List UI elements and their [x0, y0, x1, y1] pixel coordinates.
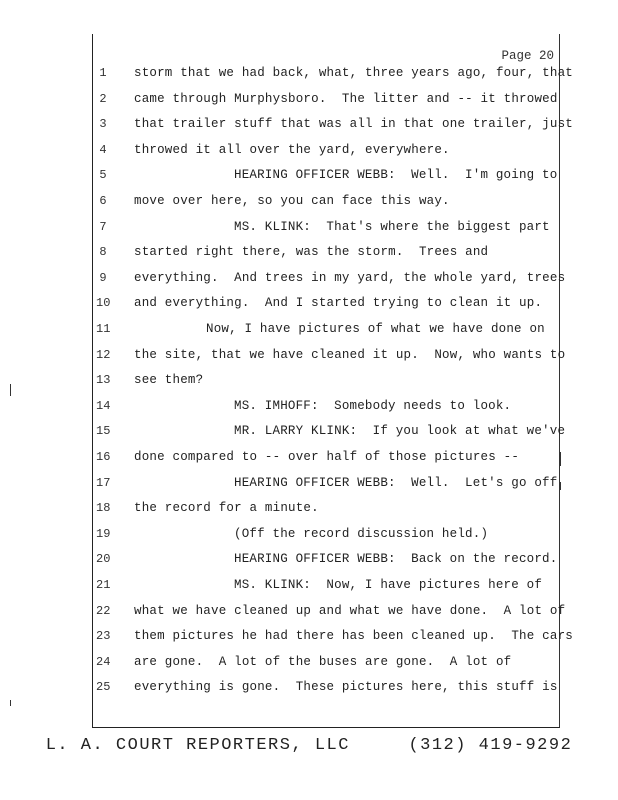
transcript-line	[0, 604, 618, 629]
transcript-line	[0, 348, 618, 373]
line-text: MS. KLINK: That's where the biggest part	[234, 219, 550, 234]
line-number: 8	[99, 245, 107, 260]
line-text: that trailer stuff that was all in that one trailer, just	[134, 117, 573, 132]
line-text: see them?	[134, 373, 204, 388]
line-number: 12	[96, 347, 111, 362]
line-text: and everything. And I started trying to clean it up.	[134, 296, 543, 311]
line-number: 17	[96, 475, 111, 490]
line-text: everything. And trees in my yard, the whole yard, trees	[134, 270, 566, 285]
line-number: 25	[96, 680, 111, 695]
line-text: came through Murphysboro. The litter and -- it throwed	[134, 91, 558, 106]
line-number: 2	[99, 91, 107, 106]
transcript-line	[0, 271, 618, 296]
page-number-label: Page 20	[501, 49, 554, 63]
line-text: storm that we had back, what, three years ago, four, that	[134, 66, 573, 80]
line-number: 15	[96, 424, 111, 439]
line-number: 19	[96, 526, 111, 541]
transcript-line	[0, 194, 618, 219]
line-text: MS. KLINK: Now, I have pictures here of	[234, 578, 543, 592]
transcript-line	[0, 296, 618, 321]
line-text: done compared to -- over half of those pictures --	[134, 450, 520, 464]
line-text: move over here, so you can face this way.	[134, 194, 450, 208]
line-number: 1	[99, 66, 107, 80]
line-number: 23	[96, 629, 111, 644]
line-number: 20	[96, 552, 111, 567]
transcript-line	[0, 322, 618, 347]
line-number: 3	[99, 117, 107, 132]
line-number: 14	[96, 398, 111, 413]
line-text: MS. IMHOFF: Somebody needs to look.	[234, 398, 512, 413]
transcript-line	[0, 501, 618, 526]
transcript-line	[0, 245, 618, 270]
line-text: Now, I have pictures of what we have done on	[206, 322, 545, 336]
line-number: 7	[99, 219, 107, 234]
line-number: 22	[96, 603, 111, 618]
transcript-line	[0, 680, 618, 705]
line-number: 13	[96, 373, 111, 388]
transcript-line	[0, 629, 618, 654]
line-text: what we have cleaned up and what we have done. A lot of	[134, 603, 566, 618]
transcript-line	[0, 578, 618, 603]
transcript-line	[0, 143, 618, 168]
line-number: 16	[96, 450, 111, 464]
transcript-line	[0, 450, 618, 475]
line-text: HEARING OFFICER WEBB: Back on the record.	[234, 552, 558, 567]
transcript-line	[0, 168, 618, 193]
line-text: (Off the record discussion held.)	[234, 526, 489, 541]
transcript-line	[0, 220, 618, 245]
transcript-line	[0, 424, 618, 449]
line-number: 9	[99, 270, 107, 285]
line-text: them pictures he had there has been cleaned up. The cars	[134, 629, 573, 644]
transcript-line	[0, 92, 618, 117]
line-number: 18	[96, 501, 111, 516]
transcript-line	[0, 373, 618, 398]
line-number: 11	[96, 322, 111, 336]
line-text: HEARING OFFICER WEBB: Well. Let's go off	[234, 475, 558, 490]
transcript-line	[0, 476, 618, 501]
line-text: the record for a minute.	[134, 501, 319, 516]
line-text: everything is gone. These pictures here, this stuff is	[134, 680, 558, 695]
line-text: HEARING OFFICER WEBB: Well. I'm going to	[234, 168, 558, 183]
line-number: 10	[96, 296, 111, 311]
line-number: 5	[99, 168, 107, 183]
transcript-line	[0, 527, 618, 552]
line-text: started right there, was the storm. Trees and	[134, 245, 489, 260]
line-number: 6	[99, 194, 107, 208]
transcript-line	[0, 552, 618, 577]
transcript-line	[0, 399, 618, 424]
line-number: 4	[99, 142, 107, 157]
line-number: 24	[96, 654, 111, 669]
line-text: throwed it all over the yard, everywhere.	[134, 142, 450, 157]
court-reporter-footer: L. A. COURT REPORTERS, LLC (312) 419-9292	[45, 736, 573, 755]
transcript-line	[0, 66, 618, 91]
line-text: MR. LARRY KLINK: If you look at what we've	[234, 424, 566, 439]
transcript-line	[0, 117, 618, 142]
line-text: are gone. A lot of the buses are gone. A lot of	[134, 654, 512, 669]
transcript-line	[0, 655, 618, 680]
line-number: 21	[96, 578, 111, 592]
line-text: the site, that we have cleaned it up. Now, who wants to	[134, 347, 566, 362]
